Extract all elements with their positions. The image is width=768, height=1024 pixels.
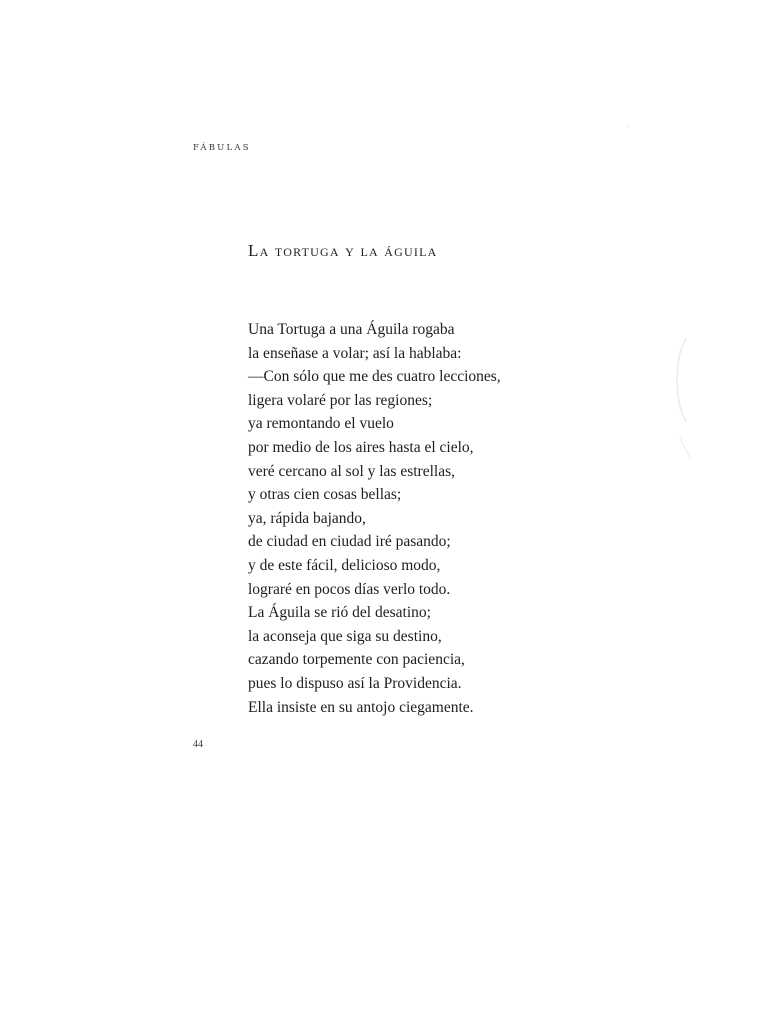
poem-line: Ella insiste en su antojo ciegamente. [248, 698, 474, 716]
poem-line: y otras cien cosas bellas; [248, 486, 402, 504]
poem-line: —Con sólo que me des cuatro lecciones, [248, 368, 501, 386]
running-head: FÁBULAS [193, 143, 251, 153]
poem-line: lograré en pocos días verlo todo. [248, 580, 451, 598]
poem-line: y de este fácil, delicioso modo, [248, 556, 441, 574]
page-number: 44 [193, 739, 203, 750]
poem-title: La tortuga y la águila [248, 241, 438, 260]
show-through-dot [626, 124, 632, 130]
poem-line: ya, rápida bajando, [248, 509, 366, 527]
poem-line: cazando torpemente con paciencia, [248, 651, 465, 669]
poem-line: la enseñase a volar; así la hablaba: [248, 344, 462, 362]
poem-body [248, 318, 501, 719]
show-through-mark [660, 330, 700, 470]
poem-line: por medio de los aires hasta el cielo, [248, 438, 474, 456]
poem-line: ya remontando el vuelo [248, 415, 394, 433]
poem-line: ligera volaré por las regiones; [248, 391, 433, 409]
poem-line: veré cercano al sol y las estrellas, [248, 462, 456, 480]
poem-line: La Águila se rió del desatino; [248, 604, 431, 622]
poem-line: de ciudad en ciudad iré pasando; [248, 533, 451, 551]
poem-line: Una Tortuga a una Águila rogaba [248, 321, 455, 338]
poem-line: pues lo dispuso así la Providencia. [248, 674, 462, 692]
poem-line: la aconseja que siga su destino, [248, 627, 442, 645]
